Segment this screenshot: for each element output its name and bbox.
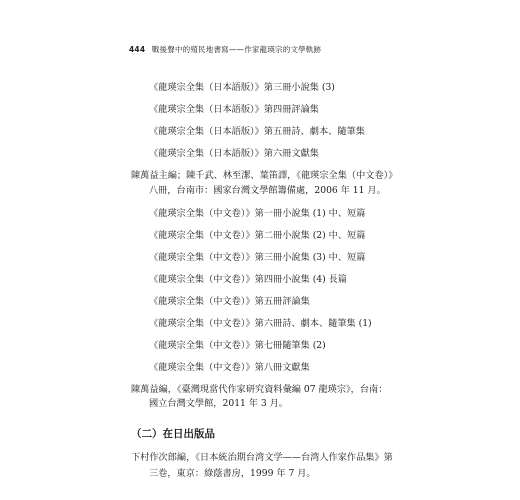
bib-entry: 《龍瑛宗全集（中文卷）》第四冊小說集 (4) 長篇 bbox=[149, 274, 348, 285]
bib-entry: 《龍瑛宗全集（中文卷）》第六冊詩、劇本、隨筆集 (1) bbox=[149, 318, 372, 329]
section-heading: （二）在日出版品 bbox=[131, 428, 215, 440]
bib-entry: 《龍瑛宗全集（中文卷）》第一冊小說集 (1) 中、短篇 bbox=[149, 208, 366, 219]
citation-line: 下村作次郎編，《日本統治期台湾文学——台湾人作家作品集》第 bbox=[131, 452, 393, 463]
bib-entry: 《龍瑛宗全集（日本語版）》第四冊評論集 bbox=[149, 104, 319, 115]
running-header bbox=[129, 44, 321, 55]
bib-entry: 《龍瑛宗全集（中文卷）》第五冊評論集 bbox=[149, 296, 310, 307]
running-title: 戰後聲中的殖民地書寫——作家龍瑛宗的文學軌跡 bbox=[151, 45, 322, 54]
bib-entry: 《龍瑛宗全集（中文卷）》第七冊隨筆集 (2) bbox=[149, 340, 326, 351]
citation-line: 陳萬益主編；陳千武、林至潔、葉笛譯，《龍瑛宗全集（中文卷）》 bbox=[131, 170, 398, 181]
citation-line: 八冊，台南市：國家台灣文學館籌備處，2006 年 11 月。 bbox=[149, 185, 386, 196]
citation-line: 三卷，東京：綠蔭書房，1999 年 7 月。 bbox=[149, 468, 316, 479]
bib-entry: 《龍瑛宗全集（日本語版）》第五冊詩、劇本、隨筆集 bbox=[149, 126, 365, 137]
page-number: 444 bbox=[129, 45, 146, 54]
bib-entry: 《龍瑛宗全集（日本語版）》第三冊小說集 (3) bbox=[149, 82, 335, 93]
bib-entry: 《龍瑛宗全集（中文卷）》第三冊小說集 (3) 中、短篇 bbox=[149, 252, 366, 263]
bib-entry: 《龍瑛宗全集（中文卷）》第八冊文獻集 bbox=[149, 362, 310, 373]
bib-entry: 《龍瑛宗全集（日本語版）》第六冊文獻集 bbox=[149, 148, 319, 159]
citation-line: 國立台灣文學館，2011 年 3 月。 bbox=[149, 398, 289, 409]
bib-entry: 《龍瑛宗全集（中文卷）》第二冊小說集 (2) 中、短篇 bbox=[149, 230, 366, 241]
citation-line: 陳萬益編，《臺灣現當代作家研究資料彙編 07 龍瑛宗》，台南： bbox=[131, 384, 388, 395]
